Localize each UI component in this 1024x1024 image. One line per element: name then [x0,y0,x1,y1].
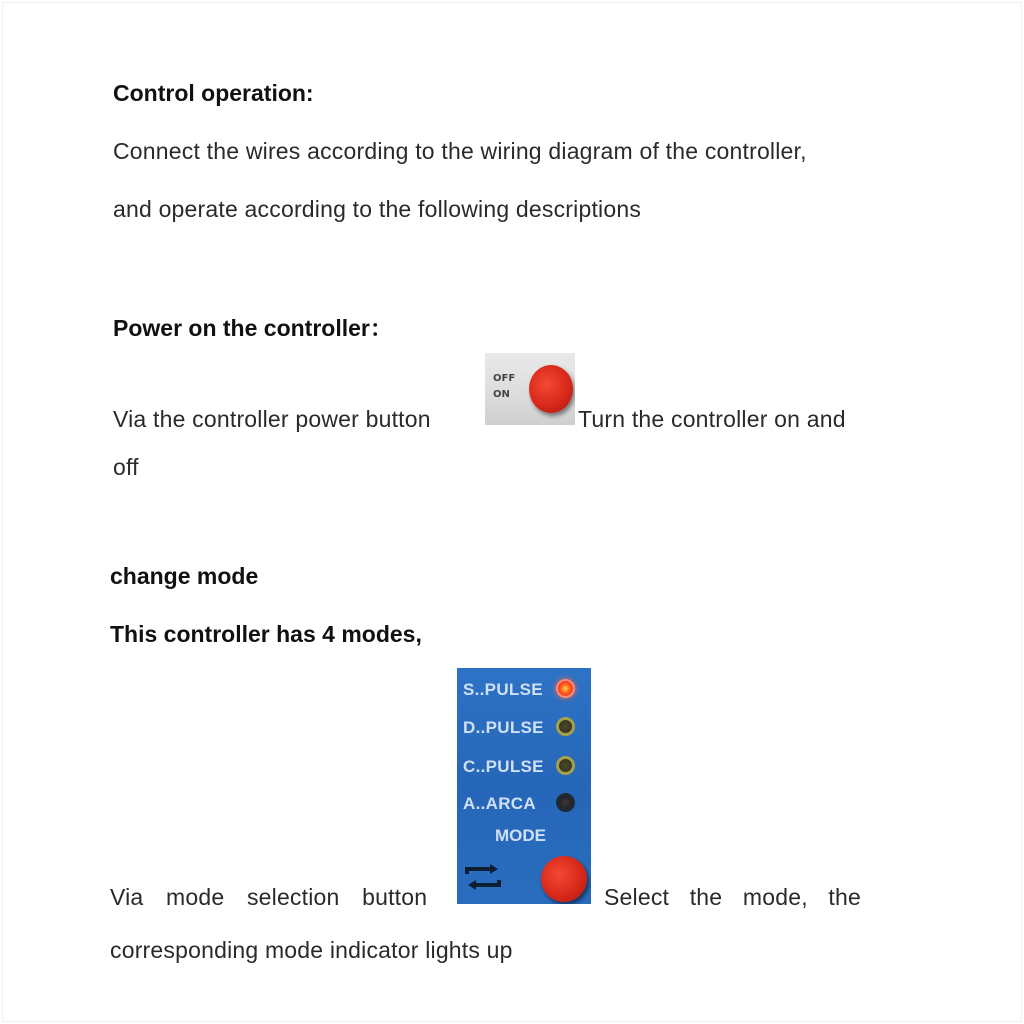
mode-led-off-icon [556,756,575,775]
mode-instruction-continuation: corresponding mode indicator lights up [110,937,513,963]
mode-panel-photo [457,668,591,904]
control-operation-heading: Control operation: [113,80,314,106]
mode-row-d-pulse [461,716,587,740]
mode-label: A..ARCA [463,794,536,813]
mode-label: S..PULSE [463,680,543,699]
mode-instruction-before: Via mode selection button [110,884,428,910]
change-mode-heading: change mode [110,563,259,589]
modes-count-heading: This controller has 4 modes, [110,621,422,647]
control-instruction-line-2: and operate according to the following descriptions [113,196,642,222]
mode-row-a-arca [461,792,587,816]
power-on-heading: Power on the controller： [113,315,393,341]
mode-select-button-icon [541,856,587,902]
switch-on-label: ON [493,389,510,400]
control-instruction-line-1: Connect the wires according to the wiring diagram of the controller, [113,138,807,164]
mode-panel-title: MODE [495,826,546,845]
mode-led-lit-icon [556,679,575,698]
power-button-icon [529,365,573,413]
mode-led-off-icon [556,717,575,736]
power-instruction-after: Turn the controller on and [578,406,846,432]
mode-row-c-pulse [461,755,587,779]
mode-instruction-after: Select the mode, the [604,884,861,910]
mode-label: C..PULSE [463,757,544,776]
switch-off-label: OFF [493,373,516,384]
power-instruction-before: Via the controller power button [113,406,431,432]
cycle-arrows-icon [463,862,503,892]
mode-led-off-icon [556,793,575,812]
mode-row-s-pulse [461,678,587,702]
power-instruction-continuation: off [113,454,139,480]
power-button-photo [485,353,575,425]
mode-label: D..PULSE [463,718,544,737]
